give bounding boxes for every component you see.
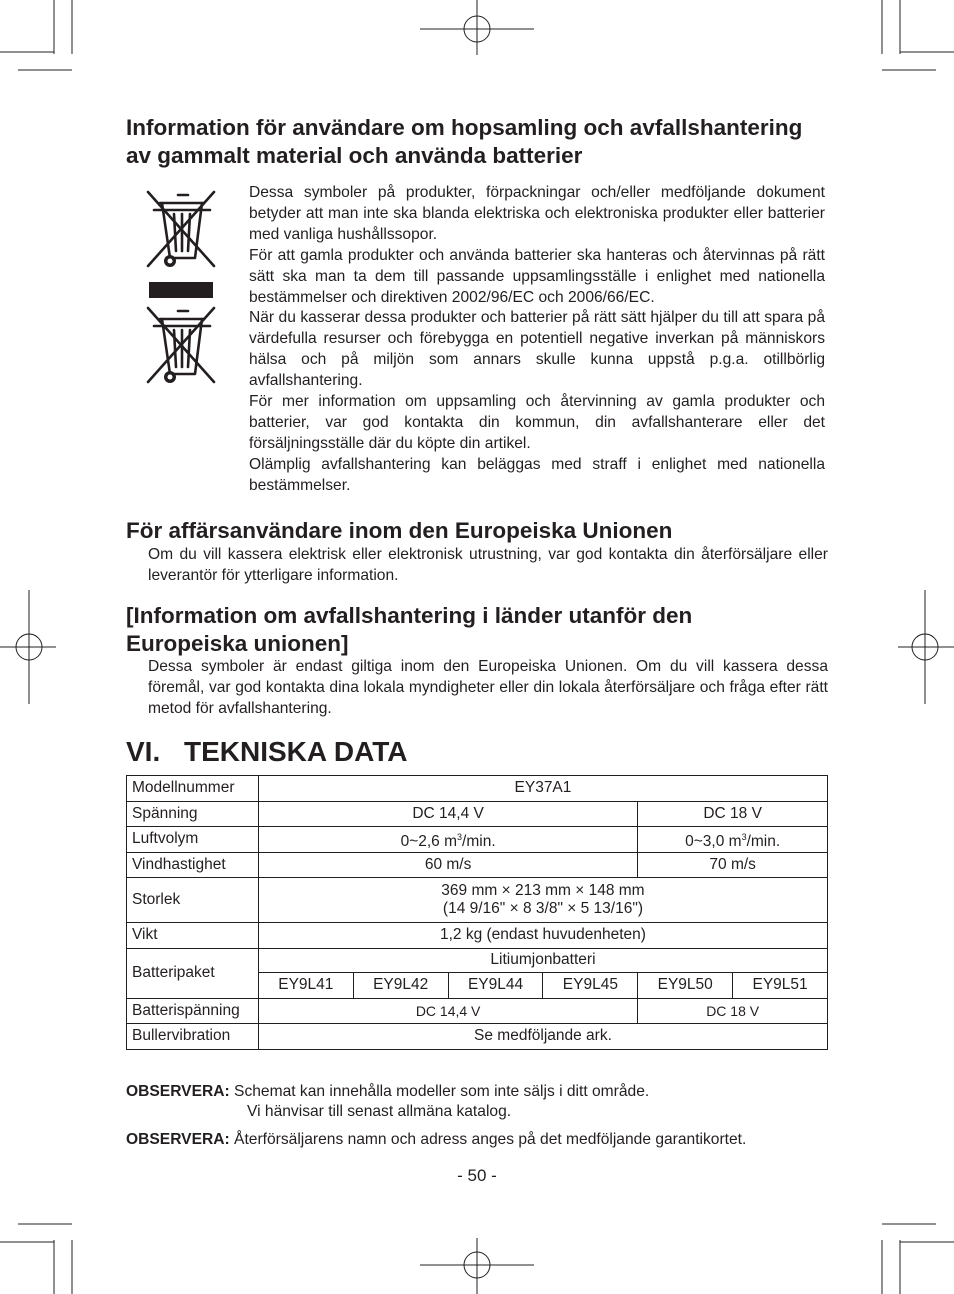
airflow-value-1-text: 0~2,6 m <box>400 832 458 850</box>
note <box>126 1130 746 1150</box>
superscript: 3 <box>741 831 747 842</box>
row-label: Modellnummer <box>127 776 259 802</box>
model-value: EY37A1 <box>258 776 827 802</box>
disposal-heading-line2: av gammalt material och använda batterier <box>126 143 583 168</box>
outside-eu-heading-line1: [Information om avfallshantering i länder utanför den <box>126 603 693 628</box>
size-imperial: (14 9/16" × 8 3/8" × 5 13/16") <box>442 900 643 917</box>
table-row <box>127 1024 828 1050</box>
note-label: OBSERVERA: <box>126 1083 230 1100</box>
table-row <box>127 923 828 949</box>
battery-type: Litiumjonbatteri <box>258 948 827 973</box>
spec-table <box>126 775 828 1050</box>
battery-model: EY9L50 <box>638 973 733 999</box>
battery-model: EY9L44 <box>448 973 543 999</box>
disposal-text <box>249 183 825 497</box>
airflow-unit: /min. <box>746 832 781 850</box>
table-row <box>127 852 828 878</box>
table-row <box>127 776 828 802</box>
disposal-paragraph: För att gamla produkter och använda batterier ska hanteras och återvinnas på rätt sätt ska man ta dem till passande uppsamlingsställe i enlighet med nationella bestämmelser och direktiven 2002/96/EC och 2006/66/EC. <box>249 246 825 306</box>
disposal-paragraph: Olämplig avfallshantering kan beläggas med straff i enlighet med nationella bestämmelser. <box>249 455 825 494</box>
table-row <box>127 998 828 1024</box>
row-label: Vindhastighet <box>127 852 259 878</box>
row-label: Bullervibration <box>127 1024 259 1050</box>
business-heading: För affärsanvändare inom den Europeiska Unionen <box>126 518 673 543</box>
airflow-value-2-text: 0~3,0 m <box>685 832 742 850</box>
row-label: Batteripaket <box>127 948 259 998</box>
page-number: - 50 - <box>457 1166 497 1185</box>
battery-model: EY9L42 <box>353 973 448 999</box>
voltage-value-2: DC 18 V <box>638 801 828 827</box>
business-paragraph: Om du vill kassera elektrisk eller elektronisk utrustning, var god kontakta din återförsäljare eller leverantör för ytterligare information. <box>148 546 828 584</box>
disposal-heading <box>126 114 802 170</box>
wind-speed-value-1: 60 m/s <box>258 852 637 878</box>
weight-value: 1,2 kg (endast huvudenheten) <box>258 923 827 949</box>
superscript: 3 <box>457 831 463 842</box>
table-row <box>127 801 828 827</box>
separator-bar <box>149 282 213 298</box>
tech-data-title <box>126 735 407 769</box>
note-text-continued: Vi hänvisar till senast allmäna katalog. <box>247 1103 512 1120</box>
section-title: TEKNISKA DATA <box>184 736 408 767</box>
size-value <box>258 878 827 923</box>
table-row <box>127 948 828 973</box>
outside-eu-paragraph: Dessa symboler är endast giltiga inom den Europeiska Unionen. Om du vill kassera dessa föremål, var god kontakta dina lokala myndigheter eller din lokala återförsäljare och fråga efter rätt metod för avfallshantering. <box>148 658 828 717</box>
row-label: Batterispänning <box>127 998 259 1024</box>
disposal-paragraph: Dessa symboler på produkter, förpackningar och/eller medföljande dokument betyder att man inte ska blanda elektriska och elektroniska produkter eller batterier med vanliga hushållssopor. <box>249 184 825 243</box>
disposal-paragraph: För mer information om uppsamling och återvinning av gamla produkter och batterier, var god kontakta din kommun, din avfallshanterare eller det försäljningsställe där du köpte din artikel. <box>249 393 825 452</box>
noise-vibration-value: Se medföljande ark. <box>258 1024 827 1050</box>
battery-voltage-value-2: DC 18 V <box>638 998 828 1024</box>
battery-model: EY9L51 <box>733 973 828 999</box>
wind-speed-value-2: 70 m/s <box>638 852 828 878</box>
disposal-paragraph: När du kasserar dessa produkter och batterier på rätt sätt hjälper du till att spara på värdefulla resurser och förebygga en potentiell negative inverkan på människors hälsa och på miljön som annars skulle kunna uppstå p.g.a. otillbörlig avfallshantering. <box>249 309 825 390</box>
airflow-unit: /min. <box>462 832 496 850</box>
outside-eu-text <box>148 657 828 720</box>
airflow-value-2 <box>638 827 828 853</box>
outside-eu-heading-line2: Europeiska unionen] <box>126 631 349 656</box>
note-label: OBSERVERA: <box>126 1131 230 1148</box>
note-text: Schemat kan innehålla modeller som inte säljs i ditt område. <box>234 1083 650 1100</box>
notes <box>126 1082 746 1150</box>
note-text: Återförsäljarens namn och adress anges på det medföljande garantikortet. <box>234 1131 747 1148</box>
row-label: Luftvolym <box>127 827 259 853</box>
disposal-heading-line1: Information för användare om hopsamling och avfallshantering <box>126 115 803 140</box>
crossed-out-wheelie-bin-icon <box>140 302 222 388</box>
battery-model: EY9L41 <box>258 973 353 999</box>
outside-eu-heading <box>126 602 692 658</box>
voltage-value-1: DC 14,4 V <box>258 801 637 827</box>
battery-voltage-value-1: DC 14,4 V <box>258 998 637 1024</box>
table-row <box>127 878 828 923</box>
note <box>126 1082 746 1102</box>
crossed-out-wheelie-bin-icon <box>140 186 222 272</box>
section-number: VI. <box>126 736 161 767</box>
size-metric: 369 mm × 213 mm × 148 mm <box>441 882 645 899</box>
row-label: Storlek <box>127 878 259 923</box>
table-row <box>127 827 828 853</box>
business-text <box>148 545 828 587</box>
battery-model: EY9L45 <box>543 973 638 999</box>
airflow-value-1 <box>258 827 637 853</box>
row-label: Vikt <box>127 923 259 949</box>
row-label: Spänning <box>127 801 259 827</box>
